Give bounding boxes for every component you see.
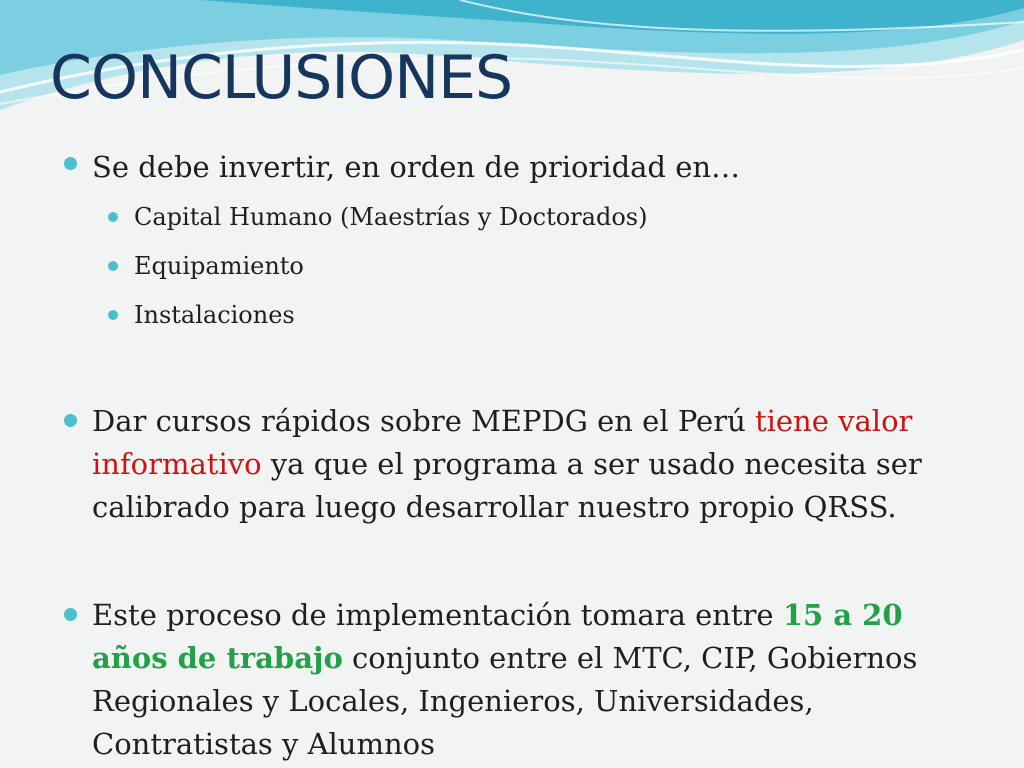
bullet-mepdg-text: Dar cursos rápidos sobre MEPDG en el Perú [92, 404, 755, 438]
highlight-anos-trabajo: 15 a 20 años de trabajo [92, 598, 903, 675]
sub-bullet-dot-icon [108, 212, 118, 222]
sub-bullet-capital-humano: Capital Humano (Maestrías y Doctorados) [134, 203, 648, 231]
sub-bullet-dot-icon [108, 310, 118, 320]
bullet-mepdg [92, 400, 972, 529]
highlight-valor-informativo: tiene valor informativo [92, 404, 913, 481]
slide-title: CONCLUSIONES [50, 43, 513, 113]
bullet-implementacion-text-end: conjunto entre el MTC, CIP, Gobiernos Regionales y Locales, Ingenieros, Universidades, Contratistas y Alumnos [92, 641, 918, 761]
sub-bullet-instalaciones: Instalaciones [134, 301, 295, 329]
bullet-implementacion-text: Este proceso de implementación tomara entre [92, 598, 783, 632]
bullet-dot-icon [64, 157, 77, 170]
bullet-invest: Se debe invertir, en orden de prioridad en… [92, 150, 741, 184]
sub-bullet-dot-icon [108, 261, 118, 271]
bullet-mepdg-text-end: ya que el programa a ser usado necesita ser calibrado para luego desarrollar nuestro propio QRSS. [92, 447, 922, 524]
sub-bullet-equipamiento: Equipamiento [134, 252, 304, 280]
bullet-dot-icon [64, 608, 77, 621]
bullet-dot-icon [64, 414, 77, 427]
bullet-implementacion [92, 594, 972, 766]
